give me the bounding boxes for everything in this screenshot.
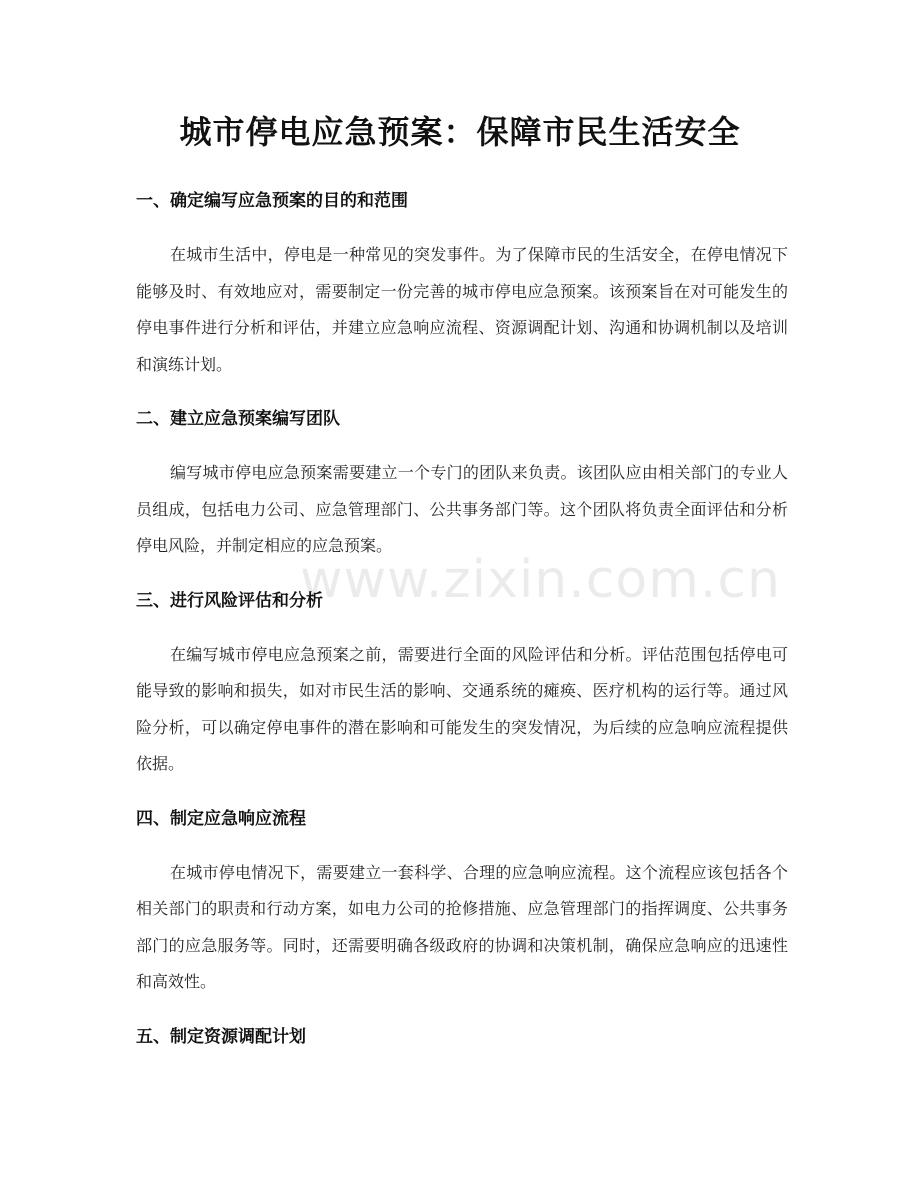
section-paragraph-2: 编写城市停电应急预案需要建立一个专门的团队来负责。该团队应由相关部门的专业人员组成，包括电力公司、应急管理部门、公共事务部门等。这个团队将负责全面评估和分析停电风险，并制定相应的应急预案。 — [136, 463, 788, 555]
section-heading-1: 一、确定编写应急预案的目的和范围 — [136, 191, 408, 211]
section-heading-4: 四、制定应急响应流程 — [136, 808, 306, 829]
section-paragraph-4: 在城市停电情况下，需要建立一套科学、合理的应急响应流程。这个流程应该包括各个相关部门的职责和行动方案，如电力公司的抢修措施、应急管理部门的指挥调度、公共事务部门的应急服务等。同时，还需要明确各级政府的协调和决策机制，确保应急响应的迅速性和高效性。 — [136, 862, 788, 991]
section-heading-2: 二、建立应急预案编写团队 — [136, 409, 340, 429]
section-heading-3: 三、进行风险评估和分析 — [136, 590, 323, 611]
section-paragraph-1: 在城市生活中，停电是一种常见的突发事件。为了保障市民的生活安全，在停电情况下能够及时、有效地应对，需要制定一份完善的城市停电应急预案。该预案旨在对可能发生的停电事件进行分析和评估，并建立应急响应流程、资源调配计划、沟通和协调机制以及培训和演练计划。 — [136, 245, 788, 374]
watermark: www.zixin.com.cn — [300, 550, 781, 610]
document-body — [136, 185, 788, 1073]
section-heading-5: 五、制定资源调配计划 — [136, 1026, 306, 1047]
document-title: 城市停电应急预案：保障市民生活安全 — [179, 113, 741, 151]
section-paragraph-3: 在编写城市停电应急预案之前，需要进行全面的风险评估和分析。评估范围包括停电可能导致的影响和损失，如对市民生活的影响、交通系统的瘫痪、医疗机构的运行等。通过风险分析，可以确定停电事件的潜在影响和可能发生的突发情况，为后续的应急响应流程提供依据。 — [136, 644, 788, 773]
